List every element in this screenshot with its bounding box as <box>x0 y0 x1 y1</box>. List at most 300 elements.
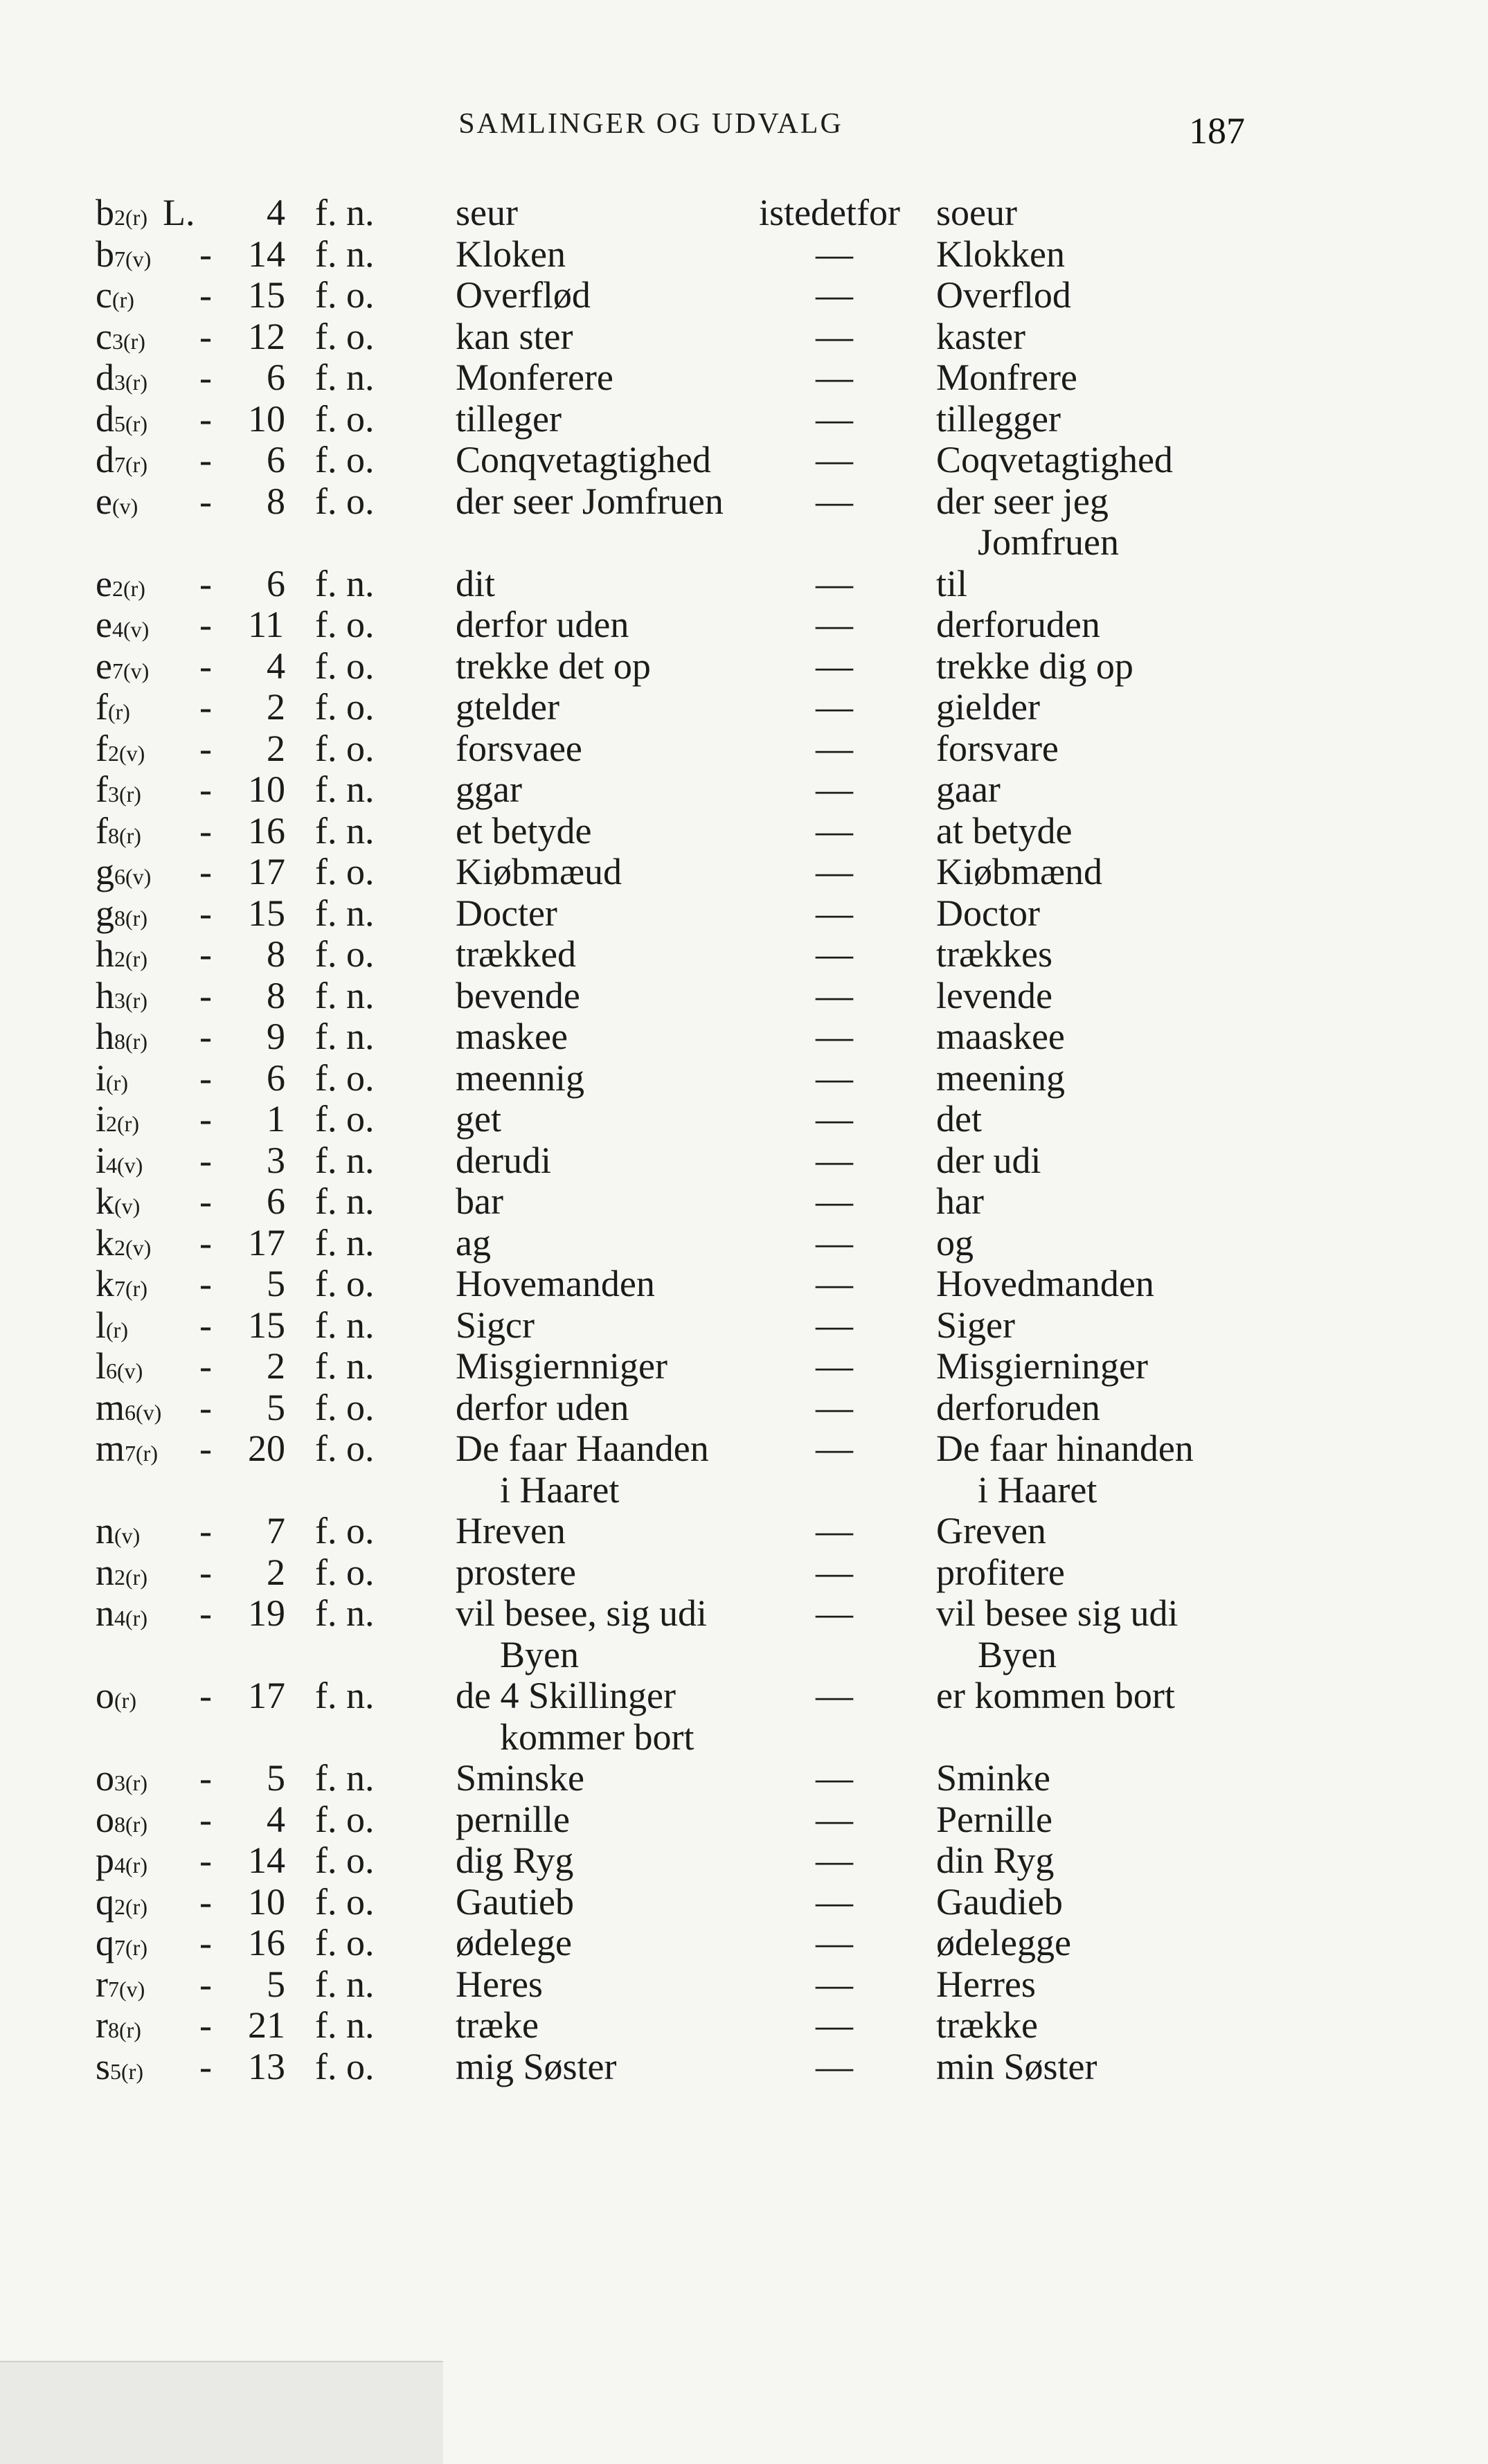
separator: — <box>816 1592 853 1634</box>
errata-row <box>0 1428 1488 1511</box>
wrong-text: bevende <box>456 974 580 1016</box>
wrong-text-continued: kommer bort <box>500 1716 694 1758</box>
separator: — <box>816 439 853 480</box>
line-direction: f. o. <box>315 1880 375 1923</box>
ditto-dash: - <box>199 1757 212 1799</box>
ditto-dash: - <box>199 1180 212 1222</box>
separator: — <box>816 562 853 604</box>
signature-sub: 8(r) <box>107 822 141 848</box>
separator: — <box>816 1840 853 1881</box>
signature <box>96 1305 128 1351</box>
line-number: 17 <box>248 1221 285 1264</box>
line-number: 8 <box>267 933 285 975</box>
errata-row <box>0 934 1488 975</box>
signature <box>96 564 145 610</box>
signature-sub: 2(v) <box>107 740 145 766</box>
errata-row <box>0 1758 1488 1799</box>
corrected-text: din Ryg <box>936 1840 1055 1881</box>
wrong-text: tilleger <box>456 397 562 440</box>
signature <box>96 2005 141 2051</box>
errata-row <box>0 1058 1488 1099</box>
line-direction: f. o. <box>315 645 375 687</box>
signature-letter: h <box>96 1016 114 1057</box>
line-direction: f. o. <box>315 686 375 728</box>
corrected-text: soeur <box>936 192 1017 233</box>
separator: — <box>816 1304 853 1346</box>
separator: — <box>816 809 853 852</box>
line-direction: f. o. <box>315 1798 375 1840</box>
line-direction: f. o. <box>315 480 375 522</box>
wrong-text: Hovemanden <box>456 1263 655 1304</box>
line-number: 10 <box>248 768 285 810</box>
signature-letter: f <box>96 686 108 728</box>
signature-sub: (r) <box>111 287 134 312</box>
line-number: 5 <box>267 1963 285 2005</box>
signature-letter: c <box>96 315 112 357</box>
separator: — <box>816 1675 853 1716</box>
line-number: 17 <box>248 1675 285 1716</box>
ditto-dash: - <box>199 480 212 522</box>
wrong-text: meennig <box>456 1056 584 1099</box>
signature-sub: 7(v) <box>111 658 150 683</box>
signature-letter: d <box>96 439 114 480</box>
corrected-text: at betyde <box>936 809 1073 852</box>
ditto-dash: - <box>199 1922 212 1963</box>
signature-letter: e <box>96 645 112 687</box>
separator: — <box>816 397 853 440</box>
signature-letter: p <box>96 1840 114 1881</box>
signature-sub: (r) <box>106 1070 128 1095</box>
signature <box>96 769 141 816</box>
line-number: 9 <box>267 1016 285 1057</box>
ditto-dash: - <box>199 768 212 810</box>
signature-sub: (v) <box>114 1523 141 1548</box>
corrected-text: trække <box>936 2004 1038 2046</box>
errata-row <box>0 1387 1488 1429</box>
signature-letter: d <box>96 397 114 440</box>
wrong-text: Sigcr <box>456 1304 535 1346</box>
leaf-marker: L. <box>162 192 195 233</box>
signature <box>96 399 147 445</box>
line-number: 21 <box>248 2004 285 2046</box>
signature-letter: c <box>96 274 112 316</box>
signature-letter: f <box>96 809 108 852</box>
ditto-dash: - <box>199 1798 212 1840</box>
errata-row <box>0 399 1488 440</box>
separator: — <box>816 604 853 645</box>
signature-sub: 5(r) <box>114 411 147 436</box>
signature-letter: h <box>96 933 114 975</box>
line-direction: f. o. <box>315 1840 375 1881</box>
errata-row <box>0 1264 1488 1305</box>
line-number: 17 <box>248 851 285 892</box>
ditto-dash: - <box>199 1139 212 1181</box>
line-direction: f. o. <box>315 851 375 892</box>
signature-sub: 4(v) <box>106 1152 143 1178</box>
ditto-dash: - <box>199 851 212 892</box>
signature <box>96 975 147 1022</box>
errata-row <box>0 1181 1488 1223</box>
line-direction: f. n. <box>315 1016 375 1057</box>
errata-row <box>0 1346 1488 1387</box>
corrected-text: trækkes <box>936 933 1052 975</box>
line-direction: f. n. <box>315 1180 375 1222</box>
corrected-text: levende <box>936 974 1052 1016</box>
wrong-text: maskee <box>456 1016 568 1057</box>
errata-row <box>0 1099 1488 1140</box>
line-number: 6 <box>267 1056 285 1099</box>
signature <box>96 275 134 321</box>
errata-row <box>0 604 1488 646</box>
corrected-text: Gaudieb <box>936 1880 1063 1923</box>
ditto-dash: - <box>199 2045 212 2087</box>
signature-letter: f <box>96 727 108 769</box>
corrected-text: tillegger <box>936 397 1061 440</box>
line-direction: f. n. <box>315 892 375 934</box>
wrong-text: de 4 Skillinger <box>456 1675 676 1716</box>
signature <box>96 1675 136 1722</box>
signature-sub: (v) <box>111 493 138 519</box>
ditto-dash: - <box>199 1016 212 1057</box>
errata-row <box>0 646 1488 687</box>
separator: — <box>816 2045 853 2087</box>
signature-sub: 8(r) <box>114 905 147 930</box>
signature-letter: s <box>96 2045 111 2087</box>
signature <box>96 1799 147 1846</box>
separator: — <box>816 2004 853 2046</box>
wrong-text: Kloken <box>456 233 566 275</box>
signature-sub: 2(r) <box>114 1894 147 1919</box>
line-direction: f. o. <box>315 315 375 357</box>
wrong-text: Sminske <box>456 1757 585 1799</box>
signature-letter: i <box>96 1056 107 1099</box>
line-number: 2 <box>267 1551 285 1593</box>
line-number: 4 <box>267 1798 285 1840</box>
corrected-text: Pernille <box>936 1798 1052 1840</box>
wrong-text: Misgiernniger <box>456 1345 667 1387</box>
errata-row <box>0 1016 1488 1058</box>
line-direction: f. n. <box>315 1139 375 1181</box>
signature-sub: 2(r) <box>114 1564 147 1590</box>
errata-row <box>0 1675 1488 1758</box>
line-number: 11 <box>248 604 284 645</box>
corrected-text: forsvare <box>936 727 1059 769</box>
corrected-text-continued: Byen <box>978 1633 1057 1675</box>
signature-letter: e <box>96 562 112 604</box>
signature <box>96 1223 151 1269</box>
line-number: 1 <box>267 1098 285 1140</box>
signature <box>96 1099 139 1145</box>
errata-row <box>0 728 1488 770</box>
corrected-text: til <box>936 562 968 604</box>
separator: — <box>816 974 853 1016</box>
corrected-text: derforuden <box>936 604 1100 645</box>
line-direction: f. o. <box>315 727 375 769</box>
wrong-text: ødelege <box>456 1922 572 1963</box>
line-number: 10 <box>248 397 285 440</box>
line-number: 2 <box>267 1345 285 1387</box>
separator: — <box>816 1056 853 1099</box>
signature-letter: i <box>96 1139 107 1181</box>
ditto-dash: - <box>199 604 212 645</box>
signature <box>96 1511 140 1557</box>
signature-letter: n <box>96 1510 114 1552</box>
signature-sub: (v) <box>114 1194 141 1218</box>
signature-letter: m <box>96 1428 125 1469</box>
corrected-text-continued: i Haaret <box>978 1468 1097 1511</box>
signature <box>96 1840 147 1887</box>
separator: — <box>816 686 853 728</box>
signature <box>96 1964 145 2011</box>
signature <box>96 192 195 239</box>
signature-letter: b <box>96 233 114 275</box>
errata-row <box>0 564 1488 605</box>
line-number: 19 <box>248 1592 285 1634</box>
corrected-text: har <box>936 1180 984 1222</box>
ditto-dash: - <box>199 233 212 275</box>
wrong-text: træke <box>456 2004 539 2046</box>
signature-sub: 2(r) <box>114 205 147 230</box>
wrong-text: dig Ryg <box>456 1840 574 1881</box>
signature-letter: n <box>96 1592 114 1634</box>
wrong-text: Hreven <box>456 1510 566 1552</box>
line-number: 20 <box>248 1428 285 1469</box>
separator: — <box>816 892 853 934</box>
errata-row <box>0 275 1488 316</box>
signature-letter: n <box>96 1551 114 1593</box>
line-direction: f. n. <box>315 1221 375 1264</box>
line-direction: f. n. <box>315 768 375 810</box>
line-number: 4 <box>267 645 285 687</box>
line-direction: f. n. <box>315 233 375 275</box>
line-number: 15 <box>248 892 285 934</box>
corrected-text: Kiøbmænd <box>936 851 1103 892</box>
line-number: 5 <box>267 1386 285 1428</box>
signature <box>96 1181 140 1227</box>
wrong-text: seur <box>456 192 518 233</box>
line-direction: f. n. <box>315 2004 375 2046</box>
line-direction: f. o. <box>315 1551 375 1593</box>
signature-letter: h <box>96 974 114 1016</box>
line-direction: f. o. <box>315 1510 375 1552</box>
separator: — <box>816 1016 853 1057</box>
separator: istedetfor <box>759 192 900 233</box>
ditto-dash: - <box>199 1675 212 1716</box>
signature <box>96 234 151 280</box>
signature-letter: o <box>96 1675 114 1716</box>
line-direction: f. n. <box>315 974 375 1016</box>
signature <box>96 1387 161 1434</box>
errata-row <box>0 893 1488 935</box>
signature-sub: 3(r) <box>111 328 145 354</box>
errata-row <box>0 1223 1488 1264</box>
errata-row <box>0 1305 1488 1347</box>
separator: — <box>816 1880 853 1923</box>
line-number: 6 <box>267 439 285 480</box>
ditto-dash: - <box>199 1840 212 1881</box>
separator: — <box>816 1221 853 1264</box>
separator: — <box>816 315 853 357</box>
ditto-dash: - <box>199 1263 212 1304</box>
signature-sub: 2(r) <box>114 946 147 971</box>
wrong-text: et betyde <box>456 809 592 852</box>
errata-row <box>0 316 1488 358</box>
wrong-text: mig Søster <box>456 2045 617 2087</box>
signature-letter: o <box>96 1798 114 1840</box>
line-direction: f. n. <box>315 1592 375 1634</box>
signature <box>96 481 138 528</box>
corrected-text: der seer jeg <box>936 480 1109 522</box>
line-number: 6 <box>267 357 285 398</box>
signature <box>96 728 145 775</box>
signature <box>96 1346 143 1392</box>
corrected-text: Coqvetagtighed <box>936 439 1173 480</box>
errata-row <box>0 1964 1488 2006</box>
separator: — <box>816 357 853 398</box>
ditto-dash: - <box>199 1386 212 1428</box>
wrong-text: Gautieb <box>456 1880 574 1923</box>
line-direction: f. o. <box>315 1386 375 1428</box>
wrong-text: derudi <box>456 1139 551 1181</box>
corrected-text: ødelegge <box>936 1922 1071 1963</box>
line-number: 14 <box>248 1840 285 1881</box>
line-direction: f. o. <box>315 397 375 440</box>
signature-sub: 4(v) <box>111 617 150 642</box>
errata-row <box>0 481 1488 564</box>
separator: — <box>816 233 853 275</box>
errata-row <box>0 2005 1488 2047</box>
wrong-text: ag <box>456 1221 491 1264</box>
errata-row <box>0 1882 1488 1923</box>
signature-sub: 7(r) <box>125 1441 158 1466</box>
signature-sub: (r) <box>114 1688 136 1713</box>
line-number: 15 <box>248 274 285 316</box>
line-direction: f. o. <box>315 1428 375 1469</box>
errata-row <box>0 1511 1488 1552</box>
errata-row <box>0 687 1488 728</box>
separator: — <box>816 933 853 975</box>
ditto-dash: - <box>199 2004 212 2046</box>
signature-letter: e <box>96 480 112 522</box>
signature-sub: (r) <box>106 1317 128 1342</box>
wrong-text: vil besee, sig udi <box>456 1592 707 1634</box>
ditto-dash: - <box>199 1221 212 1264</box>
signature-sub: 2(v) <box>114 1234 152 1260</box>
corrected-text: profitere <box>936 1551 1065 1593</box>
wrong-text: kan ster <box>456 315 573 357</box>
line-direction: f. n. <box>315 357 375 398</box>
errata-row <box>0 440 1488 481</box>
ditto-dash: - <box>199 892 212 934</box>
signature-letter: q <box>96 1880 114 1923</box>
corrected-text: vil besee sig udi <box>936 1592 1178 1634</box>
signature-sub: 3(r) <box>114 987 147 1013</box>
signature <box>96 811 141 857</box>
corrected-text: Hovedmanden <box>936 1263 1154 1304</box>
corrected-text: Klokken <box>936 233 1065 275</box>
errata-list <box>0 192 1488 2087</box>
signature-letter: q <box>96 1922 114 1963</box>
corrected-text: kaster <box>936 315 1025 357</box>
errata-row <box>0 2047 1488 2088</box>
separator: — <box>816 1386 853 1428</box>
errata-row <box>0 1552 1488 1594</box>
wrong-text: derfor uden <box>456 1386 629 1428</box>
wrong-text-continued: Byen <box>500 1633 579 1675</box>
wrong-text: trækked <box>456 933 576 975</box>
line-direction: f. o. <box>315 1098 375 1140</box>
wrong-text: prostere <box>456 1551 576 1593</box>
signature-sub: 6(v) <box>106 1358 143 1383</box>
wrong-text: Heres <box>456 1963 543 2005</box>
line-direction: f. n. <box>315 1963 375 2005</box>
line-number: 14 <box>248 233 285 275</box>
separator: — <box>816 1798 853 1840</box>
line-direction: f. o. <box>315 1263 375 1304</box>
signature-letter: g <box>96 892 114 934</box>
separator: — <box>816 645 853 687</box>
signature-letter: r <box>96 2004 108 2046</box>
signature-letter: f <box>96 768 108 810</box>
separator: — <box>816 851 853 892</box>
signature <box>96 934 147 980</box>
signature <box>96 1264 147 1310</box>
separator: — <box>816 1345 853 1387</box>
corrected-text: Misgierninger <box>936 1345 1148 1387</box>
corrected-text: De faar hinanden <box>936 1428 1194 1469</box>
separator: — <box>816 1180 853 1222</box>
wrong-text: pernille <box>456 1798 570 1840</box>
corrected-text: gielder <box>936 686 1040 728</box>
ditto-dash: - <box>199 1345 212 1387</box>
separator: — <box>816 1263 853 1304</box>
signature <box>96 1140 143 1187</box>
line-number: 7 <box>267 1510 285 1552</box>
corrected-text: min Søster <box>936 2045 1097 2087</box>
signature-letter: r <box>96 1963 108 2005</box>
running-title: SAMLINGER OG UDVALG <box>458 108 843 140</box>
corrected-text: maaskee <box>936 1016 1065 1057</box>
line-number: 2 <box>267 727 285 769</box>
signature <box>96 893 147 939</box>
corrected-text: er kommen bort <box>936 1675 1175 1716</box>
separator: — <box>816 1139 853 1181</box>
ditto-dash: - <box>199 1098 212 1140</box>
signature-sub: (r) <box>107 699 130 724</box>
corrected-text: Monfrere <box>936 357 1077 398</box>
signature <box>96 2047 143 2093</box>
wrong-text: Conqvetagtighed <box>456 439 711 480</box>
errata-row <box>0 1840 1488 1882</box>
ditto-dash: - <box>199 397 212 440</box>
page-number: 187 <box>1189 110 1245 152</box>
ditto-dash: - <box>199 1428 212 1469</box>
signature-letter: l <box>96 1304 107 1346</box>
line-number: 3 <box>267 1139 285 1181</box>
corrected-text: derforuden <box>936 1386 1100 1428</box>
signature-letter: b <box>96 192 114 233</box>
signature <box>96 646 149 692</box>
ditto-dash: - <box>199 1592 212 1634</box>
signature <box>96 1058 128 1104</box>
signature-sub: 6(v) <box>114 864 152 889</box>
errata-row <box>0 234 1488 276</box>
ditto-dash: - <box>199 933 212 975</box>
scan-shadow <box>0 2361 443 2464</box>
signature <box>96 1923 147 1969</box>
separator: — <box>816 1510 853 1552</box>
line-direction: f. o. <box>315 1056 375 1099</box>
